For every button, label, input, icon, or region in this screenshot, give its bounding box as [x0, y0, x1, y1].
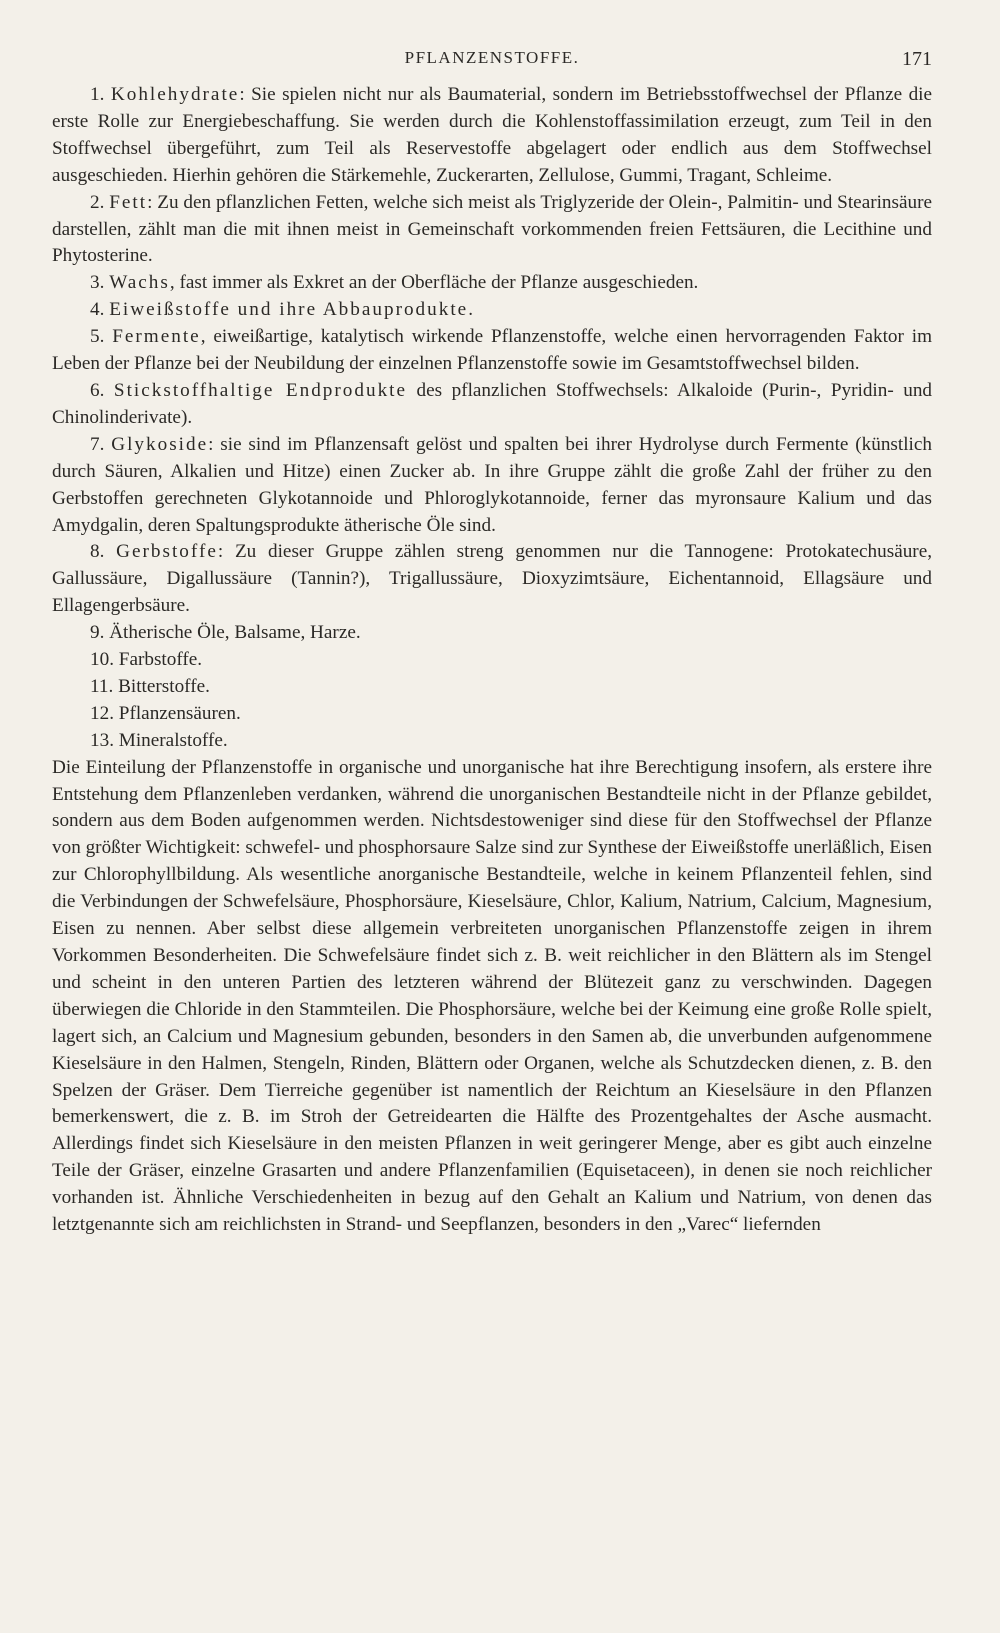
item-text: : Zu den pflanzlichen Fetten, welche sich meist als Triglyzeride der Olein-, Palmitin- und Stearinsäure darstellen, zählt man die mit ihnen meist in Gemeinschaft vorkommenden freien Fettsäuren, die Lecithine und Phytosterine. — [52, 191, 933, 267]
item-term: Stickstoffhaltige Endprodukte — [113, 379, 408, 401]
list-item — [52, 324, 932, 378]
page-number: 171 — [902, 48, 932, 70]
list-item — [52, 620, 932, 647]
list-item — [52, 190, 932, 271]
item-term: Gerbstoffe — [116, 541, 218, 563]
list-item — [52, 378, 932, 432]
item-number: 2. — [90, 191, 105, 213]
book-page — [52, 48, 932, 1239]
item-text: : Sie spielen nicht nur als Baumaterial, sondern im Betriebsstoffwechsel der Pflanze die erste Rolle zur Energiebeschaffung. Sie werden durch die Kohlenstoffassimilation erzeugt, zum Teil in den Stoffwechsel übergeführt, zum Teil als Reservestoffe abgelagert oder endlich aus dem Stoffwechsel ausgeschieden. Hierhin gehören die Stärkemehle, Zuckerarten, Zellulose, Gummi, Tragant, Schleime. — [52, 84, 933, 186]
item-text: Mineralstoffe. — [118, 729, 228, 751]
list-item — [52, 647, 932, 674]
list-item — [52, 674, 932, 701]
item-text: Ätherische Öle, Balsame, Harze. — [109, 622, 361, 644]
item-text: Pflanzensäuren. — [118, 702, 241, 724]
item-term: Wachs — [109, 272, 170, 294]
item-number: 6. — [90, 379, 105, 401]
list-item — [52, 728, 932, 755]
item-term: Fett — [109, 191, 148, 213]
item-text: , eiweißartige, katalytisch wirkende Pflanzenstoffe, welche einen hervorragenden Faktor im Leben der Pflanze bei der Neubildung der einzelnen Pflanzenstoffe sowie im Gesamtstoffwechsel bilden. — [52, 326, 933, 375]
item-text: Farbstoffe. — [118, 649, 203, 671]
page-header — [52, 48, 932, 82]
list-item — [52, 297, 932, 324]
item-text: des pflanzlichen Stoffwechsels: Alkaloide (Purin-, Pyridin- und Chinolinderivate). — [52, 379, 933, 428]
item-text: Bitterstoffe. — [118, 675, 210, 697]
item-term: Glykoside — [111, 433, 209, 455]
item-number: 12. — [90, 702, 114, 724]
item-text: : sie sind im Pflanzensaft gelöst und spalten bei ihrer Hydrolyse durch Fermente (künstlich durch Säuren, Alkalien und Hitze) einen Zucker ab. In ihre Gruppe zählt die große Zahl der früher zu den Gerbstoffen gerechneten Glykotannoide und Phloroglykotannoide, ferner das myronsaure Kalium und das Amydgalin, deren Spaltungsprodukte ätherische Öle sind. — [52, 433, 932, 536]
list-item — [52, 432, 932, 540]
closing-paragraph: Die Einteilung der Pflanzenstoffe in organische und unorganische hat ihre Berechtigung insofern, als erstere ihre Entstehung dem Pflanzenleben verdanken, während die unorganischen Bestandteile nicht in der Pflanze gebildet, sondern aus dem Boden aufgenommen werden. Nichtsdestoweniger sind diese für den Stoffwechsel der Pflanze von größter Wichtigkeit: schwefel- und phosphorsaure Salze sind zur Synthese der Eiweißstoffe unerläßlich, Eisen zur Chlorophyllbildung. Als wesentliche anorganische Bestandteile, welche in keinem Pflanzenteil fehlen, sind die Verbindungen der Schwefelsäure, Phosphorsäure, Kieselsäure, Chlor, Kalium, Natrium, Calcium, Magnesium, Eisen zu nennen. Aber selbst diese allgemein verbreiteten unorganischen Pflanzenstoffe zeigen in ihrem Vorkommen Besonderheiten. Die Schwefelsäure findet sich z. B. weit reichlicher in den Blättern als im Stengel und scheint in den unteren Partien des letzteren während der Blütezeit ganz zu verschwinden. Dagegen überwiegen die Chloride in den Stammteilen. Die Phosphorsäure, welche bei der Keimung eine große Rolle spielt, lagert sich, an Calcium und Magnesium gebunden, besonders in den Samen ab, die unverbunden aufgenommene Kieselsäure in den Halmen, Stengeln, Rinden, Blättern oder Organen, welche als Schutzdecken dienen, z. B. den Spelzen der Gräser. Dem Tierreiche gegenüber ist namentlich der Reichtum an Kieselsäure in den Pflanzen bemerkenswert, die z. B. im Stroh der Getreidearten die Hälfte des Prozentgehaltes der Asche ausmacht. Allerdings findet sich Kieselsäure in den meisten Pflanzen in weit geringerer Menge, aber es gibt auch einzelne Teile der Gräser, einzelne Grasarten und andere Pflanzenfamilien (Equisetaceen), in denen sie noch reichlicher vorhanden ist. Ähnliche Verschiedenheiten in bezug auf den Gehalt an Kalium und Natrium, von denen das letztgenannte sich am reichlichsten in Strand- und Seepflanzen, besonders in den „Varec“ liefernden — [52, 756, 932, 1236]
item-term: Fermente — [112, 326, 201, 348]
item-number: 9. — [90, 622, 105, 644]
item-number: 13. — [90, 729, 114, 751]
item-number: 4. — [90, 299, 105, 321]
item-term: Kohlehydrate — [110, 84, 240, 105]
item-number: 5. — [90, 326, 105, 348]
list-item — [52, 539, 932, 620]
list-item — [52, 82, 932, 190]
item-text: . — [468, 299, 473, 321]
list-item — [52, 270, 932, 297]
list-item — [52, 701, 932, 728]
item-number: 10. — [90, 649, 114, 671]
item-term: Eiweißstoffe und ihre Abbauprodukte — [109, 299, 469, 321]
item-number: 11. — [90, 675, 114, 697]
item-text: : Zu dieser Gruppe zählen streng genommen nur die Tannogene: Protokatechusäure, Gallussäure, Digallussäure (Tannin?), Trigallussäure, Dioxyzimtsäure, Eichentannoid, Ellagsäure und Ellagengerbsäure. — [52, 541, 933, 617]
substance-list — [52, 82, 932, 755]
item-number: 3. — [90, 272, 105, 294]
item-number: 7. — [90, 433, 105, 455]
item-number: 8. — [90, 541, 105, 563]
item-text: , fast immer als Exkret an der Oberfläche der Pflanze ausgeschieden. — [169, 272, 699, 294]
running-head: PFLANZENSTOFFE. — [404, 48, 580, 67]
item-number: 1. — [90, 84, 105, 105]
